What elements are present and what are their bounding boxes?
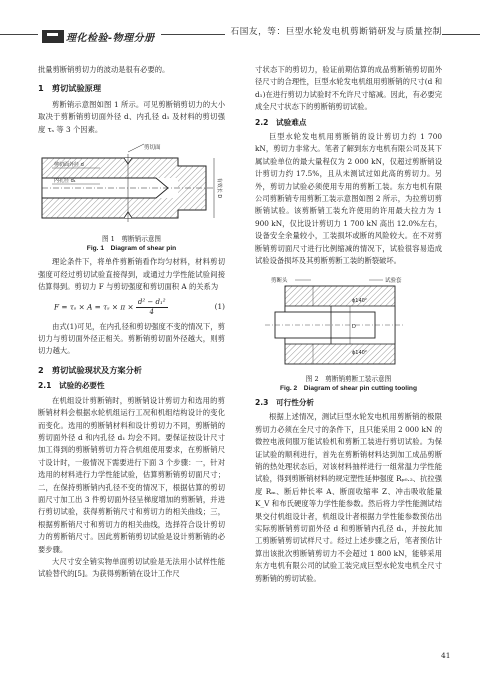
fig2-dim-bottom: ϕ140²: [352, 349, 367, 356]
fig2-dim-top: ϕ140²: [352, 297, 367, 304]
fig2-label-tool: 试验套: [385, 277, 402, 284]
fig1-label-shear-plane: 剪切面: [144, 145, 161, 152]
equation-lhs: F = τₛ × A = τₛ × π ×: [54, 302, 134, 312]
running-header: [0, 28, 480, 44]
s21-paragraph-2: 大尺寸安全销实物单面剪切试验是无法用小试样性能试验替代的[5]。为获得剪断销在设计工作尺: [38, 556, 225, 579]
figure-1-caption-en: Fig. 1 Diagram of shear pin: [86, 245, 177, 253]
running-title: 石国友，等：巨型水轮发电机剪断销研发与质量控制: [225, 25, 442, 37]
s1-paragraph-1: 剪断销示意图如图 1 所示。可见剪断销剪切力的大小取决于剪断销剪切面外径 d、内孔径 d₁ 及材料的剪切强度 τₛ 等 3 个因素。: [38, 99, 225, 134]
fig1-label-length: 有效长 D: [216, 177, 222, 199]
intro-paragraph: 批量剪断销剪切力的波动是很有必要的。: [38, 65, 170, 74]
fig2-label-pin: 剪断头: [271, 277, 288, 284]
fig1-label-bore: 内孔径 d₁: [54, 178, 76, 185]
equation-numerator: d² − d₁²: [137, 297, 166, 306]
left-column: [38, 64, 225, 581]
page-number: 41: [441, 651, 451, 660]
fig1-label-outer-diameter: 剪切面外径 d: [54, 162, 84, 169]
right-column: [255, 64, 442, 585]
equation-fraction: [136, 298, 168, 317]
journal-logo: [38, 26, 161, 42]
section-2-2-title: 2.2 试验难点: [255, 117, 307, 127]
s1-paragraph-2: 理论条件下，将单件剪断销看作均匀材料，材料剪切强度可经过剪切试验直接得到，或通过力学性能试验间接估算得到。剪切力 F 与剪切强度和剪切面积 A 的关系为: [38, 257, 225, 292]
figure-1-caption-cn: 图 1 剪断销示意图: [101, 235, 162, 244]
journal-logo-icon: [42, 30, 64, 43]
figure-2: [255, 272, 442, 394]
equation-number: (1): [214, 301, 225, 311]
figure-1: [38, 140, 225, 254]
figure-2-caption-en: Fig. 2 Diagram of shear pin cutting tooling: [279, 384, 417, 392]
equation-denominator: 4: [149, 307, 154, 316]
section-2-1-title: 2.1 试验的必要性: [38, 381, 105, 391]
figure-2-caption-cn: 图 2 剪断销剪断工装示意图: [305, 374, 392, 383]
equation-1: [38, 298, 225, 317]
s23-paragraph-1: 根据上述情况，测试巨型水轮发电机用剪断销的极限剪切力必须在全尺寸的条件下，且只能采用 2 000 kN 的微控电液伺服万能试验机和剪断工装进行剪切试验。为保证试验的顺利进行，首先在剪断销材料达到加工成品剪断销的热处理状态后，对该材料抽样进行一组常温力学性能试验，得到剪断销材料的规定塑性延伸强度 Rₚ₀.₂、抗拉强度 Rₘ、断后伸长率 A、断面收缩率 Z、冲击吸收能量 K_V 和布氏硬度等力学性能参数。然后将力学性能测试结果交付机组设计者，机组设计者根据力学性能参数预估出实际剪断销剪切面外径 d 和剪断销内孔径 d₁，并按此加工剪断销剪切试样尺寸。经过上述步骤之后，笔者预估计算出该批次剪断销剪切力不会超过 1 800 kN，能够采用东方电机有限公司的试验工装完成巨型水轮发电机全尺寸剪断销的剪切试验。: [255, 412, 442, 583]
s1-paragraph-3: 由式(1)可见，在内孔径和剪切强度不变的情况下，剪切力与剪切面外径正相关。剪断销剪切面外径越大，则剪切力越大。: [38, 321, 225, 356]
fig2-dim-mid: D: [352, 323, 356, 330]
right-paragraph-0: 寸状态下的剪切力，验证前期估算的成品剪断销剪切面外径尺寸的合理性，巨型水轮发电机组用剪断销的尺寸(d 和 d₁)在进行剪切力试验时不允许尺寸缩减。因此，有必要完成全尺寸状态下的剪断销剪切试验。: [255, 65, 442, 112]
figure-1-drawing: [38, 140, 225, 230]
section-1-title: 1 剪切试验原理: [38, 83, 102, 94]
s21-paragraph-1: 在机组设计剪断销时，剪断销设计剪切力和选用的剪断销材料会根据水轮机组运行工况和机组结构设计的变化而变化。选用的剪断销材料和设计剪切力不同，剪断销的剪切面外径 d 和内孔径 d₁ 均会不同。要保证按设计尺寸加工得到的剪断销剪切力符合机组使用要求，在剪断销尺寸设计时，一般情况下需要进行下面 3 个步骤：一，针对选用的材料进行力学性能试验，估算剪断销剪切面尺寸；二，在保持剪断销内孔径不变的情况下，根据估算的剪切面尺寸加工出 3 件剪切面外径呈梯度增加的剪断销，并进行剪切试验，获得剪断销尺寸和剪切力的相关曲线；三，根据剪断销尺寸和剪切力的相关曲线，选择符合设计剪切力的剪断销尺寸。因此剪断销剪切试验是设计剪断销的必要步骤。: [38, 395, 225, 554]
journal-name: 理化检验-物理分册: [66, 33, 155, 44]
section-2-title: 2 剪切试验现状及方案分析: [38, 364, 142, 375]
figure-2-drawing: [255, 272, 442, 370]
section-2-3-title: 2.3 可行性分析: [255, 397, 315, 407]
s22-paragraph-1: 巨型水轮发电机用剪断销的设计剪切力约 1 700 kN，剪切力非常大。笔者了解到东方电机有限公司及其下属试验单位的最大量程仅为 2 000 kN，仅超过剪断销设计剪切力约 17.5%，且从未测试过如此高的剪切力。另外，剪切力试验必须使用专用的剪断工装。东方电机有限公司剪断销专用剪断工装示意图如图 2 所示，为拉剪切剪断销试验。该剪断销工装允许使用的许用最大拉力为 1 900 kN，仅比设计剪切力 1 700 kN 高出 12.0%左右，设备安全余量较小，工装损坏或断的风险较大。在不对剪断销剪切面尺寸进行比例缩减的情况下，试验很容易造成试验设备损坏及其剪断剪断工装的断裂破坏。: [255, 132, 442, 266]
